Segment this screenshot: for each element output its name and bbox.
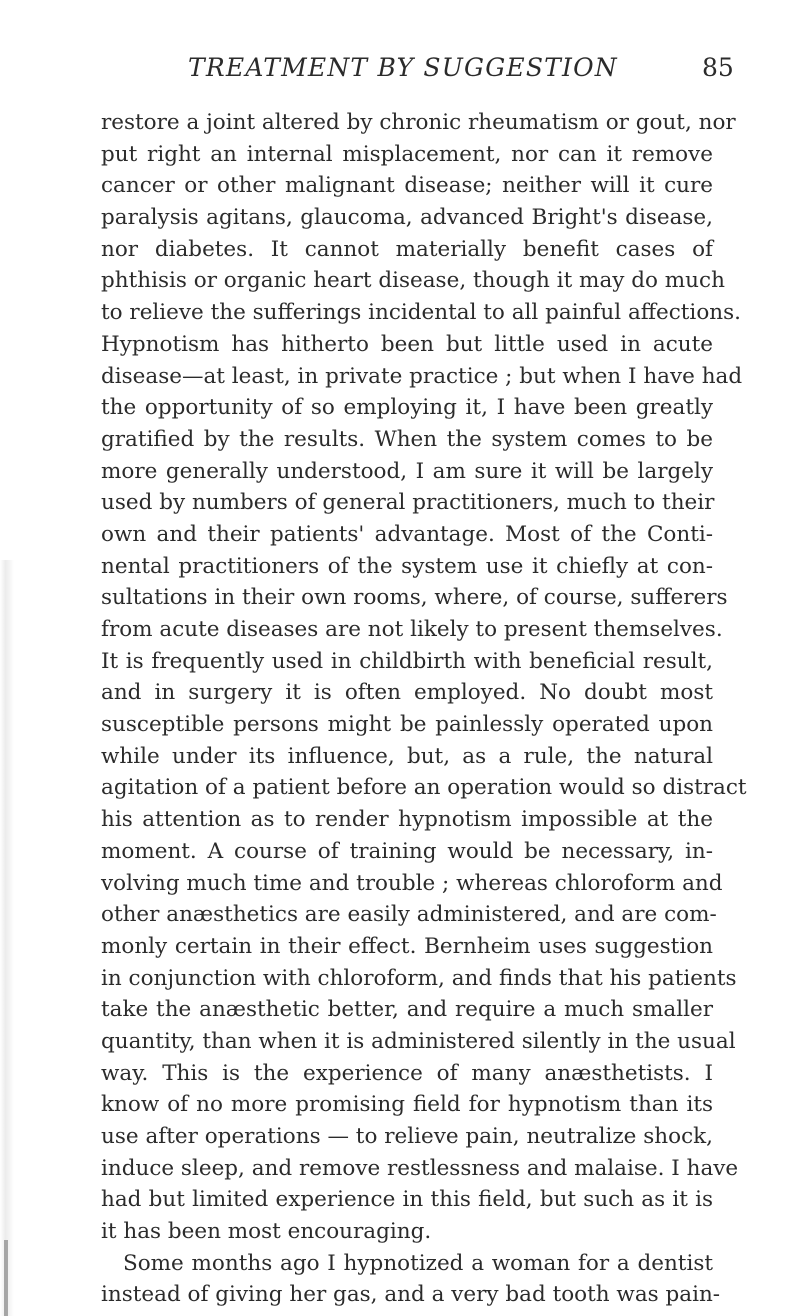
text-line: paralysis agitans, glaucoma, advanced Bright's disease, — [101, 205, 713, 231]
text-line: nor diabetes. It cannot materially benefit cases of — [101, 236, 713, 262]
text-line: more generally understood, I am sure it will be largely — [101, 458, 713, 484]
text-line: gratified by the results. When the system comes to be — [101, 426, 713, 452]
text-line: Some months ago I hypnotized a woman for a dentist — [123, 1250, 713, 1276]
text-line: used by numbers of general practitioners, much to their — [101, 490, 715, 516]
text-line: disease—at least, in private practice ; but when I have had — [101, 363, 743, 389]
text-line: other anæsthetics are easily administered, and are com- — [101, 902, 717, 928]
text-line: had but limited experience in this field, but such as it is — [101, 1187, 713, 1213]
text-line: phthisis or organic heart disease, though it may do much — [101, 268, 725, 294]
body-text — [101, 107, 747, 1311]
scan-edge-shadow — [0, 560, 14, 1316]
page-number: 85 — [702, 53, 734, 82]
text-line: it has been most encouraging. — [101, 1219, 432, 1245]
text-line: use after operations — to relieve pain, neutralize shock, — [101, 1124, 713, 1149]
text-line: from acute diseases are not likely to present themselves. — [101, 617, 723, 642]
text-line: cancer or other malignant disease; neither will it cure — [101, 173, 713, 199]
text-line: and in surgery it is often employed. No doubt most — [101, 680, 713, 706]
text-line: sultations in their own rooms, where, of course, sufferers — [101, 585, 728, 611]
text-line: way. This is the experience of many anæsthetists. I — [101, 1060, 713, 1086]
text-line: in conjunction with chloroform, and finds that his patients — [101, 965, 737, 991]
running-head — [0, 52, 800, 92]
text-line: agitation of a patient before an operation would so distract — [101, 775, 747, 801]
text-line: restore a joint altered by chronic rheumatism or gout, nor — [101, 110, 736, 135]
text-line: Hypnotism has hitherto been but little used in acute — [101, 331, 713, 357]
text-line: monly certain in their effect. Bernheim uses suggestion — [101, 933, 713, 959]
text-line: It is frequently used in childbirth with beneficial result, — [101, 648, 713, 674]
text-line: moment. A course of training would be necessary, in- — [101, 838, 713, 864]
text-line: take the anæsthetic better, and require a much smaller — [101, 997, 713, 1023]
text-line: quantity, than when it is administered silently in the usual — [101, 1028, 736, 1054]
text-line: his attention as to render hypnotism impossible at the — [101, 807, 713, 833]
text-line: nental practitioners of the system use it chiefly at con- — [101, 553, 713, 579]
text-line: the opportunity of so employing it, I have been greatly — [101, 395, 713, 421]
running-title: TREATMENT BY SUGGESTION — [188, 53, 618, 82]
text-line: susceptible persons might be painlessly operated upon — [101, 712, 713, 738]
text-line: instead of giving her gas, and a very bad tooth was pain- — [101, 1282, 721, 1308]
text-line: while under its influence, but, as a rule, the natural — [101, 743, 713, 769]
text-line: volving much time and trouble ; whereas chloroform and — [101, 870, 723, 896]
text-line: own and their patients' advantage. Most of the Conti- — [101, 521, 713, 547]
scan-edge-mark — [4, 1240, 8, 1316]
text-line: put right an internal misplacement, nor can it remove — [101, 141, 713, 167]
text-line: know of no more promising field for hypnotism than its — [101, 1092, 713, 1118]
text-line: induce sleep, and remove restlessness and malaise. I have — [101, 1155, 739, 1181]
text-line: to relieve the sufferings incidental to all painful affections. — [101, 300, 741, 326]
